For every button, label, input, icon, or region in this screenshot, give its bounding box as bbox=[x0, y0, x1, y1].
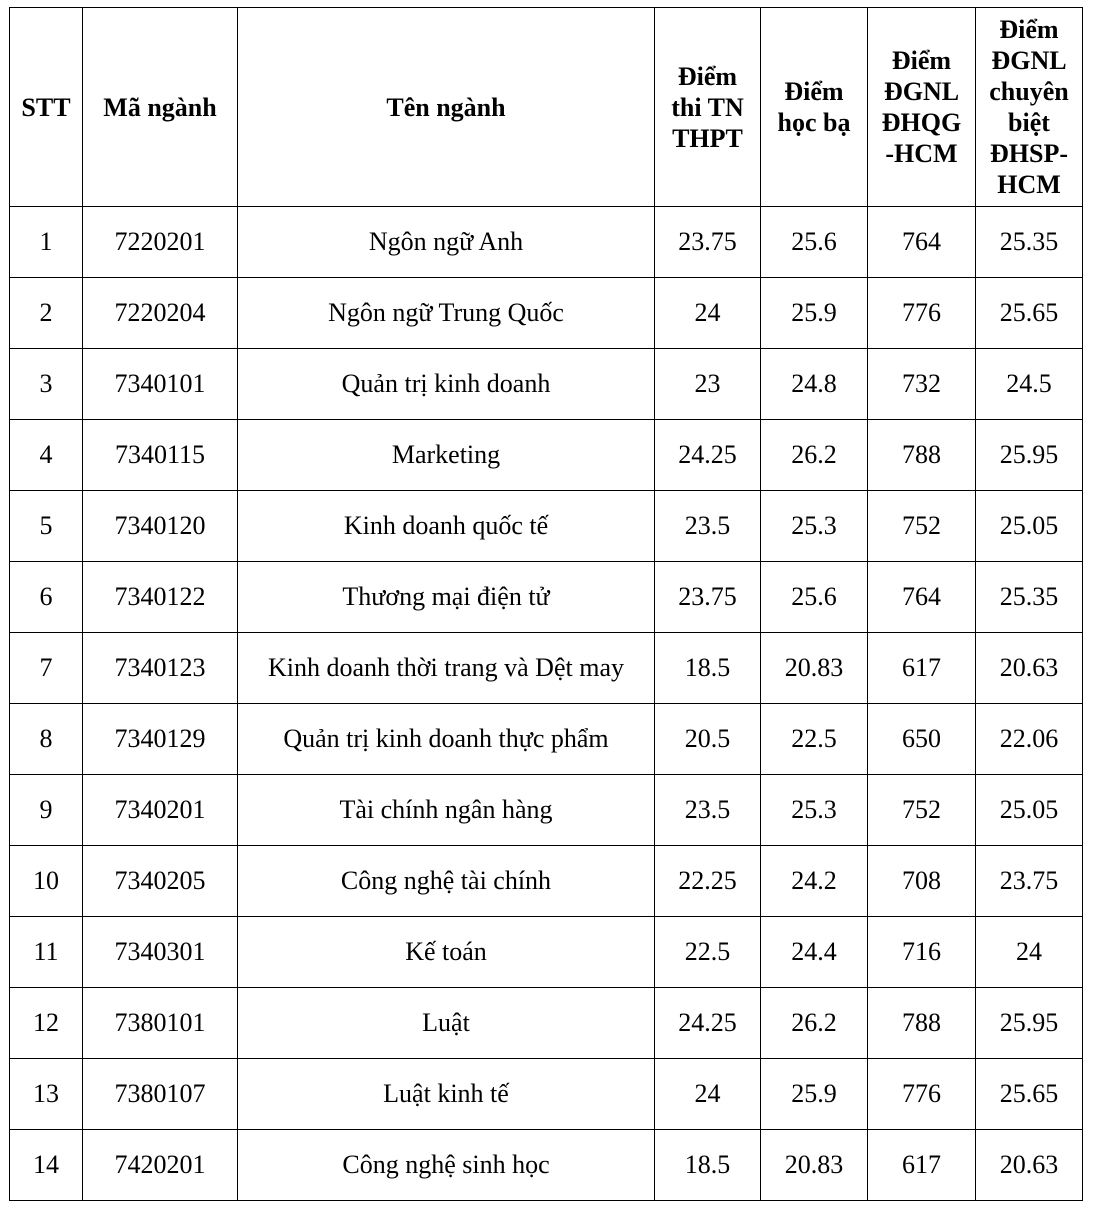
header-line: học bạ bbox=[777, 108, 851, 137]
header-line: chuyên bbox=[989, 77, 1069, 106]
table-row bbox=[10, 775, 1083, 846]
cell-diem-thpt: 23.75 bbox=[655, 562, 761, 633]
table-row bbox=[10, 988, 1083, 1059]
header-line: ĐGNL bbox=[883, 77, 960, 106]
table-row bbox=[10, 1130, 1083, 1201]
cell-diem-dgnl-dhsp: 25.95 bbox=[976, 420, 1083, 491]
header-diem-dgnl-dhqg bbox=[868, 8, 976, 207]
table-row bbox=[10, 562, 1083, 633]
cell-ten-nganh: Ngôn ngữ Trung Quốc bbox=[238, 278, 655, 349]
cell-diem-thpt: 24 bbox=[655, 1059, 761, 1130]
cell-diem-thpt: 22.25 bbox=[655, 846, 761, 917]
cell-stt: 5 bbox=[10, 491, 83, 562]
cell-diem-dgnl-dhqg: 776 bbox=[868, 1059, 976, 1130]
header-diem-hoc-ba bbox=[761, 8, 868, 207]
cell-diem-thpt: 23.5 bbox=[655, 491, 761, 562]
header-ma-nganh: Mã ngành bbox=[83, 8, 238, 207]
cell-ten-nganh: Kinh doanh thời trang và Dệt may bbox=[238, 633, 655, 704]
header-line: -HCM bbox=[885, 139, 958, 168]
table-header bbox=[10, 8, 1083, 207]
header-line: Điểm bbox=[891, 46, 952, 75]
cell-diem-dgnl-dhqg: 752 bbox=[868, 775, 976, 846]
table-row bbox=[10, 917, 1083, 988]
header-ten-nganh: Tên ngành bbox=[238, 8, 655, 207]
cell-diem-hoc-ba: 26.2 bbox=[761, 988, 868, 1059]
header-line: biệt bbox=[1008, 108, 1050, 137]
table-row bbox=[10, 349, 1083, 420]
cell-ten-nganh: Kế toán bbox=[238, 917, 655, 988]
cell-ten-nganh: Công nghệ tài chính bbox=[238, 846, 655, 917]
cell-diem-dgnl-dhsp: 24 bbox=[976, 917, 1083, 988]
cell-ten-nganh: Công nghệ sinh học bbox=[238, 1130, 655, 1201]
cell-ma-nganh: 7340120 bbox=[83, 491, 238, 562]
cell-diem-dgnl-dhsp: 22.06 bbox=[976, 704, 1083, 775]
cell-diem-thpt: 20.5 bbox=[655, 704, 761, 775]
table-row bbox=[10, 846, 1083, 917]
cell-ma-nganh: 7220201 bbox=[83, 207, 238, 278]
header-line: ĐHSP- bbox=[990, 139, 1068, 168]
cell-ma-nganh: 7420201 bbox=[83, 1130, 238, 1201]
header-line: ĐGNL bbox=[991, 46, 1067, 75]
cell-ma-nganh: 7340122 bbox=[83, 562, 238, 633]
cell-diem-dgnl-dhsp: 25.65 bbox=[976, 1059, 1083, 1130]
cell-stt: 4 bbox=[10, 420, 83, 491]
header-row bbox=[10, 8, 1083, 207]
cell-diem-dgnl-dhqg: 650 bbox=[868, 704, 976, 775]
header-stt: STT bbox=[10, 8, 83, 207]
cell-ma-nganh: 7380101 bbox=[83, 988, 238, 1059]
cell-diem-hoc-ba: 25.3 bbox=[761, 775, 868, 846]
cell-ten-nganh: Kinh doanh quốc tế bbox=[238, 491, 655, 562]
table-row bbox=[10, 278, 1083, 349]
cell-stt: 12 bbox=[10, 988, 83, 1059]
table-body bbox=[10, 207, 1083, 1201]
header-line: Điểm bbox=[784, 77, 844, 106]
cell-stt: 9 bbox=[10, 775, 83, 846]
cell-diem-dgnl-dhsp: 20.63 bbox=[976, 1130, 1083, 1201]
cell-diem-dgnl-dhqg: 732 bbox=[868, 349, 976, 420]
table-row bbox=[10, 420, 1083, 491]
cell-diem-dgnl-dhqg: 617 bbox=[868, 633, 976, 704]
cell-ma-nganh: 7340129 bbox=[83, 704, 238, 775]
cell-ten-nganh: Quản trị kinh doanh bbox=[238, 349, 655, 420]
cell-diem-thpt: 23.5 bbox=[655, 775, 761, 846]
cell-diem-thpt: 23.75 bbox=[655, 207, 761, 278]
cell-ma-nganh: 7340123 bbox=[83, 633, 238, 704]
table-row bbox=[10, 633, 1083, 704]
cell-diem-dgnl-dhsp: 25.35 bbox=[976, 562, 1083, 633]
cell-diem-dgnl-dhqg: 708 bbox=[868, 846, 976, 917]
cell-diem-hoc-ba: 25.3 bbox=[761, 491, 868, 562]
cell-stt: 10 bbox=[10, 846, 83, 917]
cell-stt: 11 bbox=[10, 917, 83, 988]
cell-diem-dgnl-dhqg: 752 bbox=[868, 491, 976, 562]
cell-diem-hoc-ba: 20.83 bbox=[761, 1130, 868, 1201]
cell-ten-nganh: Marketing bbox=[238, 420, 655, 491]
cell-diem-dgnl-dhqg: 617 bbox=[868, 1130, 976, 1201]
cell-diem-dgnl-dhqg: 776 bbox=[868, 278, 976, 349]
cell-diem-hoc-ba: 24.2 bbox=[761, 846, 868, 917]
cell-diem-hoc-ba: 25.6 bbox=[761, 207, 868, 278]
table-row bbox=[10, 704, 1083, 775]
cell-diem-thpt: 23 bbox=[655, 349, 761, 420]
cell-diem-dgnl-dhsp: 20.63 bbox=[976, 633, 1083, 704]
cell-stt: 13 bbox=[10, 1059, 83, 1130]
cell-diem-dgnl-dhsp: 24.5 bbox=[976, 349, 1083, 420]
cell-stt: 6 bbox=[10, 562, 83, 633]
cell-diem-hoc-ba: 25.9 bbox=[761, 1059, 868, 1130]
cell-ten-nganh: Tài chính ngân hàng bbox=[238, 775, 655, 846]
header-line: THPT bbox=[672, 123, 743, 153]
cell-diem-dgnl-dhsp: 25.05 bbox=[976, 775, 1083, 846]
header-line: ĐHQG bbox=[881, 108, 962, 137]
cell-diem-hoc-ba: 20.83 bbox=[761, 633, 868, 704]
cell-stt: 3 bbox=[10, 349, 83, 420]
cell-diem-dgnl-dhsp: 25.35 bbox=[976, 207, 1083, 278]
cell-diem-dgnl-dhqg: 764 bbox=[868, 207, 976, 278]
cell-diem-thpt: 24.25 bbox=[655, 988, 761, 1059]
cell-ten-nganh: Thương mại điện tử bbox=[238, 562, 655, 633]
header-line: Điểm bbox=[999, 15, 1059, 44]
cell-ten-nganh: Luật bbox=[238, 988, 655, 1059]
cell-diem-hoc-ba: 24.8 bbox=[761, 349, 868, 420]
cell-diem-dgnl-dhqg: 716 bbox=[868, 917, 976, 988]
table-row bbox=[10, 1059, 1083, 1130]
cell-ma-nganh: 7220204 bbox=[83, 278, 238, 349]
cell-ma-nganh: 7340205 bbox=[83, 846, 238, 917]
cell-ma-nganh: 7340115 bbox=[83, 420, 238, 491]
header-diem-thi-tn-thpt bbox=[655, 8, 761, 207]
cell-stt: 2 bbox=[10, 278, 83, 349]
cell-diem-thpt: 24 bbox=[655, 278, 761, 349]
cell-diem-dgnl-dhsp: 25.05 bbox=[976, 491, 1083, 562]
cell-diem-dgnl-dhqg: 788 bbox=[868, 420, 976, 491]
cell-diem-hoc-ba: 22.5 bbox=[761, 704, 868, 775]
admission-scores-table bbox=[9, 7, 1083, 1201]
cell-ma-nganh: 7340201 bbox=[83, 775, 238, 846]
cell-ten-nganh: Ngôn ngữ Anh bbox=[238, 207, 655, 278]
cell-diem-dgnl-dhsp: 23.75 bbox=[976, 846, 1083, 917]
table-row bbox=[10, 491, 1083, 562]
cell-diem-thpt: 18.5 bbox=[655, 633, 761, 704]
cell-stt: 1 bbox=[10, 207, 83, 278]
header-line: Điểm bbox=[677, 61, 738, 91]
header-diem-dgnl-dhsp bbox=[976, 8, 1083, 207]
cell-diem-dgnl-dhsp: 25.95 bbox=[976, 988, 1083, 1059]
table-row bbox=[10, 207, 1083, 278]
cell-stt: 7 bbox=[10, 633, 83, 704]
cell-stt: 8 bbox=[10, 704, 83, 775]
cell-diem-hoc-ba: 24.4 bbox=[761, 917, 868, 988]
header-line: HCM bbox=[997, 170, 1061, 199]
cell-ten-nganh: Quản trị kinh doanh thực phẩm bbox=[238, 704, 655, 775]
cell-ma-nganh: 7340101 bbox=[83, 349, 238, 420]
cell-diem-dgnl-dhqg: 788 bbox=[868, 988, 976, 1059]
cell-diem-thpt: 22.5 bbox=[655, 917, 761, 988]
cell-stt: 14 bbox=[10, 1130, 83, 1201]
header-line: thi TN bbox=[671, 92, 744, 122]
cell-diem-thpt: 18.5 bbox=[655, 1130, 761, 1201]
cell-ten-nganh: Luật kinh tế bbox=[238, 1059, 655, 1130]
cell-diem-hoc-ba: 26.2 bbox=[761, 420, 868, 491]
cell-diem-dgnl-dhqg: 764 bbox=[868, 562, 976, 633]
cell-diem-dgnl-dhsp: 25.65 bbox=[976, 278, 1083, 349]
cell-ma-nganh: 7380107 bbox=[83, 1059, 238, 1130]
cell-ma-nganh: 7340301 bbox=[83, 917, 238, 988]
cell-diem-hoc-ba: 25.9 bbox=[761, 278, 868, 349]
cell-diem-hoc-ba: 25.6 bbox=[761, 562, 868, 633]
cell-diem-thpt: 24.25 bbox=[655, 420, 761, 491]
